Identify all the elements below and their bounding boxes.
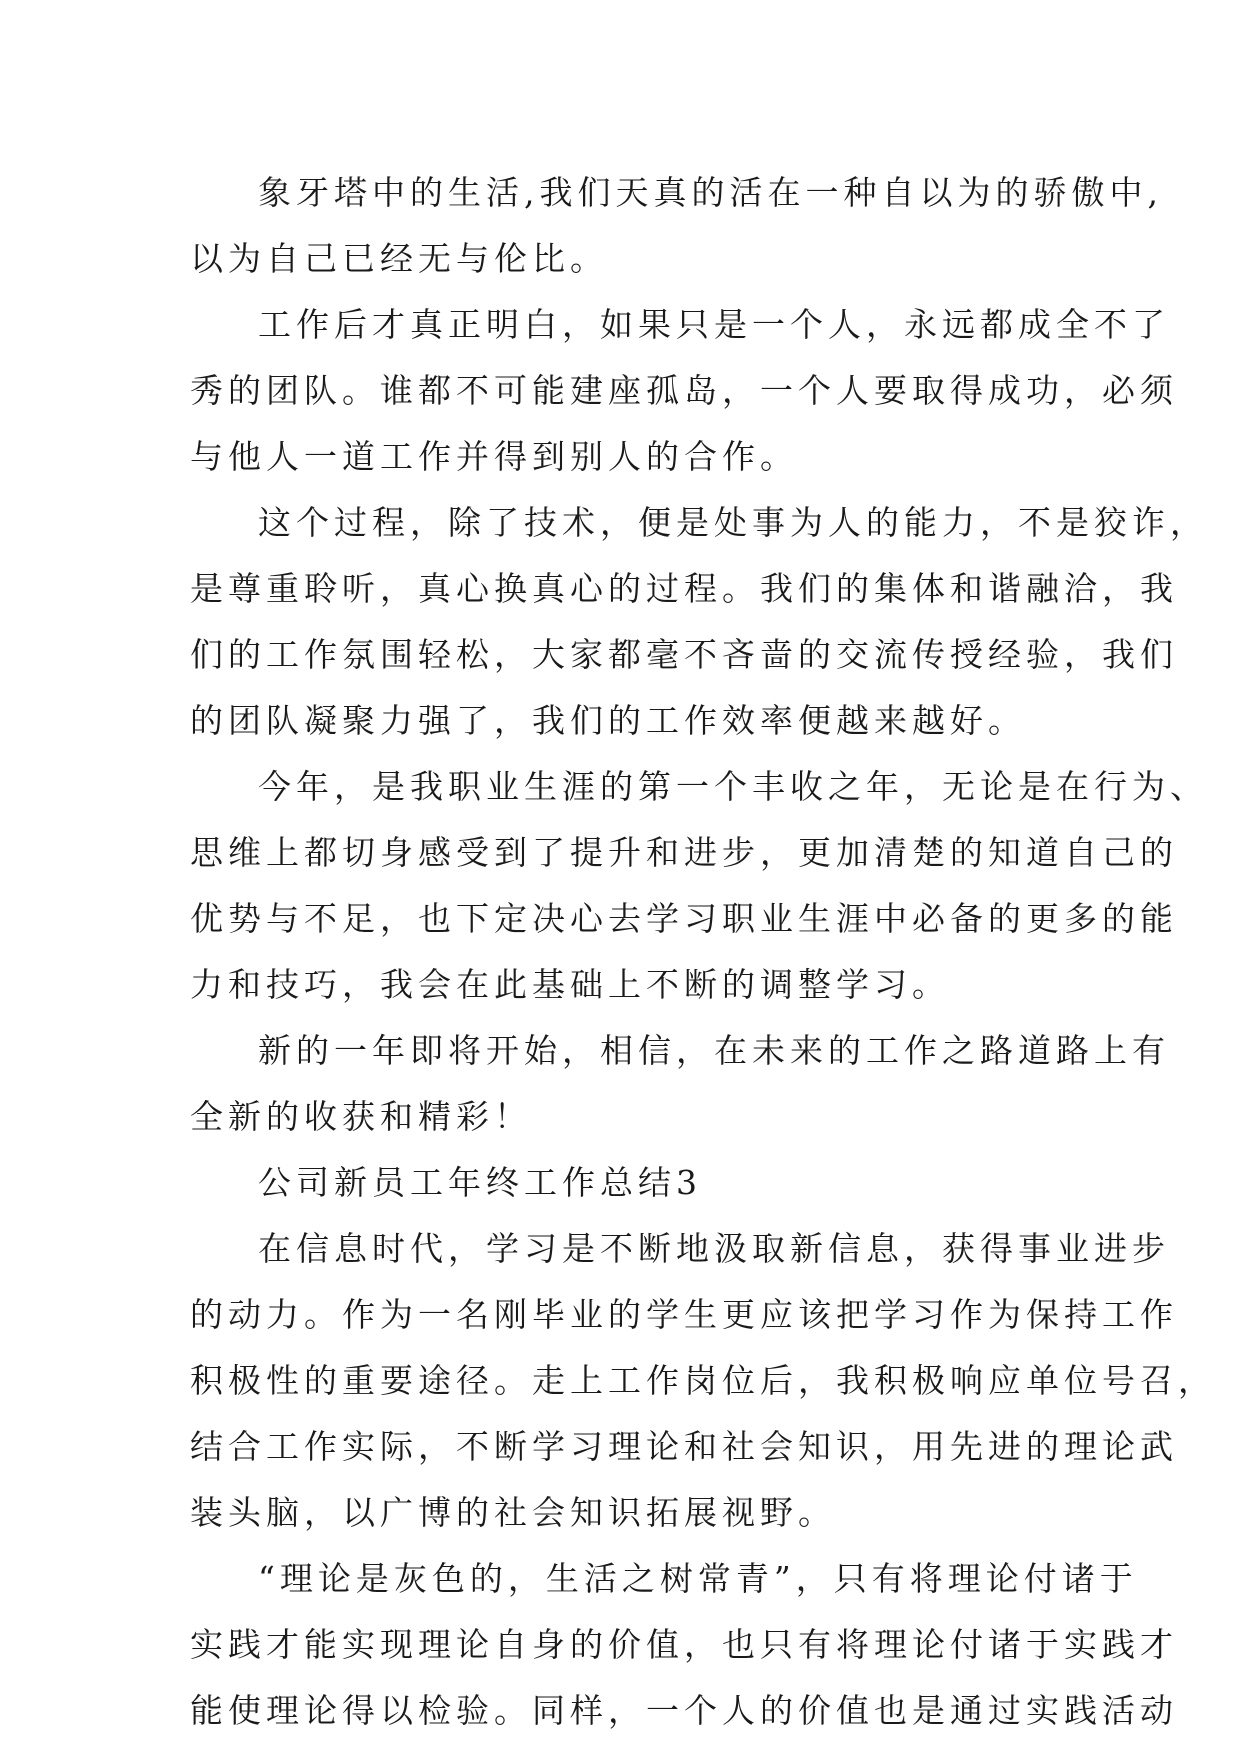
- text-line: 是尊重聆听，真心换真心的过程。我们的集体和谐融洽，我: [190, 569, 1178, 608]
- text-line: 能使理论得以检验。同样，一个人的价值也是通过实践活动: [190, 1691, 1178, 1730]
- text-line: “理论是灰色的，生活之树常青”，只有将理论付诸于: [258, 1559, 1138, 1598]
- text-line: 在信息时代，学习是不断地汲取新信息，获得事业进步: [258, 1229, 1170, 1268]
- paragraph: [190, 1546, 1178, 1744]
- text-line: 秀的团队。谁都不可能建座孤岛，一个人要取得成功，必须: [190, 371, 1178, 410]
- text-line: 以为自己已经无与伦比。: [190, 239, 608, 278]
- heading-text: 公司新员工年终工作总结3: [258, 1163, 702, 1202]
- section-heading: [190, 1150, 1070, 1216]
- text-line: 装头脑，以广博的社会知识拓展视野。: [190, 1493, 836, 1532]
- text-line: 结合工作实际，不断学习理论和社会知识，用先进的理论武: [190, 1427, 1178, 1466]
- document-body: [190, 160, 1216, 1744]
- paragraph: [190, 490, 1208, 754]
- text-line: 新的一年即将开始，相信，在未来的工作之路道路上有: [258, 1031, 1170, 1070]
- text-line: 力和技巧，我会在此基础上不断的调整学习。: [190, 965, 950, 1004]
- paragraph: [190, 754, 1208, 1018]
- text-line: 的动力。作为一名刚毕业的学生更应该把学习作为保持工作: [190, 1295, 1178, 1334]
- paragraph: [190, 1018, 1170, 1150]
- text-line: 今年，是我职业生涯的第一个丰收之年，无论是在行为、: [258, 767, 1208, 806]
- text-line: 实践才能实现理论自身的价值，也只有将理论付诸于实践才: [190, 1625, 1178, 1664]
- text-line: 优势与不足，也下定决心去学习职业生涯中必备的更多的能: [190, 899, 1178, 938]
- text-line: 积极性的重要途径。走上工作岗位后，我积极响应单位号召，: [190, 1361, 1216, 1400]
- paragraph: [190, 1216, 1216, 1546]
- text-line: 的团队凝聚力强了，我们的工作效率便越来越好。: [190, 701, 1026, 740]
- text-line: 们的工作氛围轻松，大家都毫不吝啬的交流传授经验，我们: [190, 635, 1178, 674]
- text-line: 象牙塔中的生活,我们天真的活在一种自以为的骄傲中,: [258, 173, 1163, 212]
- text-line: 全新的收获和精彩！: [190, 1097, 532, 1136]
- paragraph: [190, 292, 1178, 490]
- text-line: 工作后才真正明白，如果只是一个人，永远都成全不了: [258, 305, 1170, 344]
- text-line: 思维上都切身感受到了提升和进步，更加清楚的知道自己的: [190, 833, 1178, 872]
- text-line: 这个过程，除了技术，便是处事为人的能力，不是狡诈，: [258, 503, 1208, 542]
- text-line: 与他人一道工作并得到别人的合作。: [190, 437, 798, 476]
- paragraph: [190, 160, 1163, 292]
